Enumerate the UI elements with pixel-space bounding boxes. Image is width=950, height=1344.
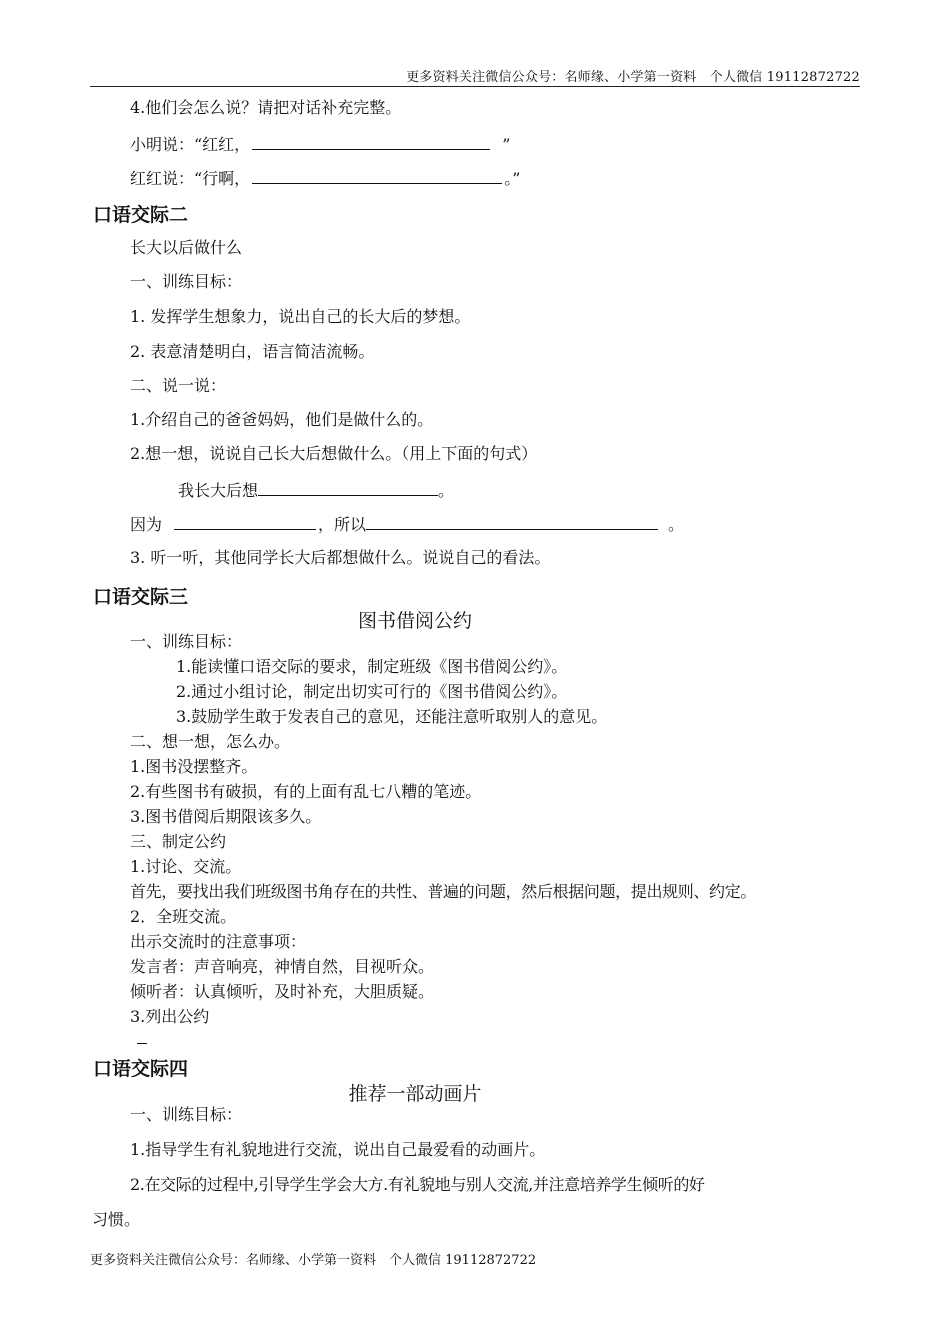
- section-heading-3: 口语交际三: [93, 586, 189, 608]
- sec4-goal-2-line-1: 2.在交际的过程中,引导学生学会大方.有礼貌地与别人交流,并注意培养学生倾听的好: [130, 1175, 705, 1194]
- sec4-title: 推荐一部动画片: [348, 1083, 482, 1105]
- pattern2-because: 因为: [130, 515, 163, 534]
- sec4-goal-heading: 一、训练目标：: [130, 1105, 243, 1124]
- sec4-goal-2-line-2: 习惯。: [92, 1210, 141, 1229]
- sec2-say-heading: 二、说一说：: [130, 376, 227, 395]
- sec3-goal-1: 1.能读懂口语交际的要求，制定班级《图书借阅公约》。: [176, 657, 568, 676]
- sec2-subtitle: 长大以后做什么: [130, 238, 243, 257]
- section-heading-4: 口语交际四: [93, 1058, 189, 1080]
- sec3-think-2: 2.有些图书有破损，有的上面有乱七八糟的笔迹。: [130, 782, 482, 801]
- section-heading-2: 口语交际二: [93, 204, 189, 226]
- page-header: 更多资料关注微信公众号：名师缘、小学第一资料 个人微信 19112872722: [406, 70, 860, 85]
- page-footer: 更多资料关注微信公众号：名师缘、小学第一资料 个人微信 19112872722: [90, 1253, 537, 1268]
- sec3-title: 图书借阅公约: [357, 610, 472, 632]
- pattern1-blank[interactable]: [258, 480, 438, 496]
- sec3-goal-3: 3.鼓励学生敢于发表自己的意见，还能注意听取别人的意见。: [176, 707, 608, 726]
- sec3-think-3: 3.图书借阅后期限该多久。: [130, 807, 322, 826]
- sec4-goal-1: 1.指导学生有礼貌地进行交流，说出自己最爱看的动画片。: [130, 1140, 546, 1159]
- sec2-goal-heading: 一、训练目标：: [130, 272, 243, 291]
- xiaoming-prefix: 小明说：“红红，: [130, 135, 251, 154]
- pattern2-blank-2[interactable]: [366, 514, 658, 530]
- header-divider: [90, 86, 860, 87]
- sec3-goal-2: 2.通过小组讨论，制定出切实可行的《图书借阅公约》。: [176, 682, 568, 701]
- sec3-make-1-text: 首先，要找出我们班级图书角存在的共性、普遍的问题，然后根据问题，提出规则、约定。: [130, 882, 757, 901]
- sec3-make-heading: 三、制定公约: [130, 832, 227, 851]
- sec3-goal-heading: 一、训练目标：: [130, 632, 243, 651]
- sec2-say-1: 1.介绍自己的爸爸妈妈，他们是做什么的。: [130, 410, 434, 429]
- sec3-speaker: 发言者：声音响亮，神情自然，目视听众。: [130, 957, 435, 976]
- honghong-blank[interactable]: [252, 168, 502, 184]
- xiaoming-blank[interactable]: [252, 134, 490, 150]
- pattern1-prefix: 我长大后想: [178, 481, 259, 500]
- pattern2-blank-1[interactable]: [174, 514, 316, 530]
- xiaoming-line: [130, 134, 510, 155]
- pattern-line-1: [178, 480, 454, 501]
- sec3-make-2: 2．全班交流。: [130, 907, 237, 926]
- sec2-say-2: 2.想一想，说说自己长大后想做什么。（用上下面的句式）: [130, 444, 538, 463]
- sec3-make-1: 1.讨论、交流。: [130, 857, 242, 876]
- honghong-line: [130, 168, 520, 189]
- xiaoming-suffix: ”: [502, 135, 511, 154]
- list-dash-mark: [137, 1043, 147, 1044]
- pattern-line-2: [130, 514, 684, 535]
- question-4: 4.他们会怎么说？请把对话补充完整。: [130, 98, 402, 117]
- sec2-say-3: 3. 听一听，其他同学长大后都想做什么。说说自己的看法。: [130, 548, 551, 567]
- pattern2-end: 。: [668, 515, 685, 534]
- honghong-prefix: 红红说：“行啊，: [130, 169, 251, 188]
- sec3-notes-heading: 出示交流时的注意事项：: [130, 932, 307, 951]
- honghong-suffix: 。”: [504, 169, 521, 188]
- pattern1-suffix: 。: [438, 481, 455, 500]
- sec2-goal-1: 1. 发挥学生想象力，说出自己的长大后的梦想。: [130, 307, 471, 326]
- pattern2-so: ，所以: [318, 515, 367, 534]
- sec3-listener: 倾听者：认真倾听，及时补充，大胆质疑。: [130, 982, 435, 1001]
- sec3-make-3: 3.列出公约: [130, 1007, 210, 1026]
- sec2-goal-2: 2. 表意清楚明白，语言简洁流畅。: [130, 342, 375, 361]
- sec3-think-heading: 二、想一想，怎么办。: [130, 732, 291, 751]
- sec3-think-1: 1.图书没摆整齐。: [130, 757, 258, 776]
